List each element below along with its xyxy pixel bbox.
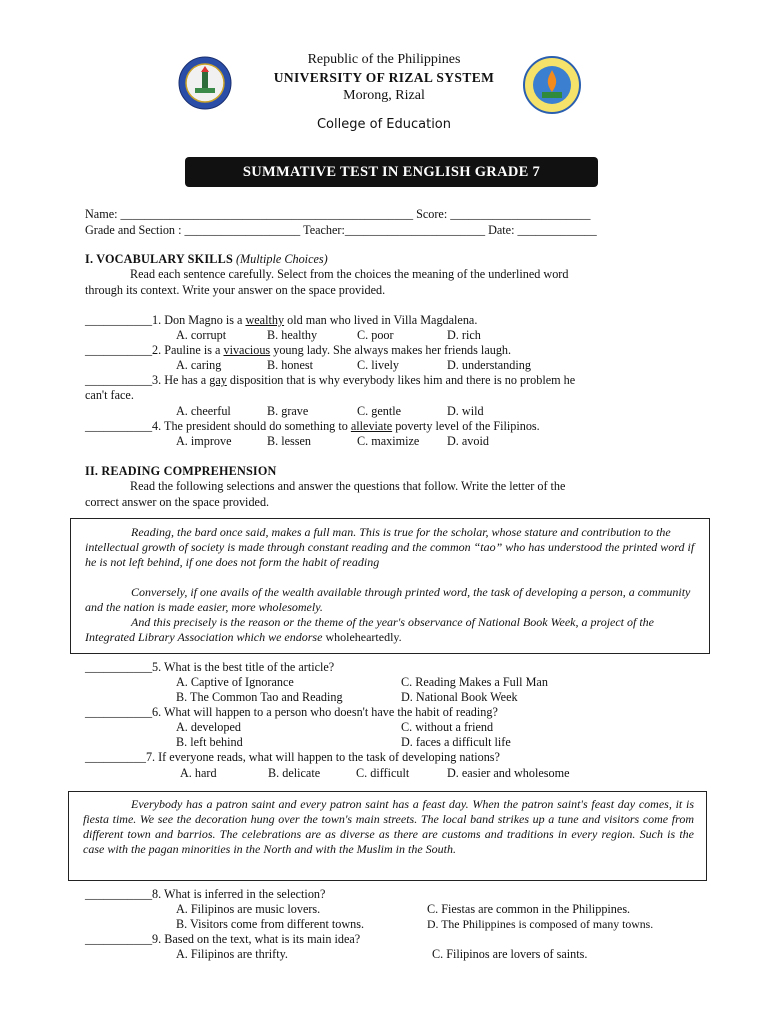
header-location: Morong, Rizal — [343, 88, 425, 103]
section-vocabulary-title: I. VOCABULARY SKILLS — [85, 252, 233, 266]
q3-underlined-word: gay — [209, 373, 227, 387]
q1-choice-c: C. poor — [357, 328, 394, 342]
name-score-field-row: Name: ________________________________________________ Score: _______________________ — [85, 207, 591, 221]
grade-teacher-date-field-row: Grade and Section : ___________________ Teacher:_______________________ Date: _____________ — [85, 223, 597, 237]
vocab-instruction-line2: through its context. Write your answer on the space provided. — [85, 283, 386, 297]
q4-choice-c: C. maximize — [357, 434, 420, 448]
reading-instruction-line2: correct answer on the space provided. — [85, 495, 270, 509]
q3-continuation: can't face. — [85, 388, 134, 402]
header-republic: Republic of the Philippines — [307, 52, 461, 67]
question-5: ___________5. What is the best title of the article? — [85, 660, 335, 674]
q7-choice-a: A. hard — [180, 766, 217, 780]
header-university: UNIVERSITY OF RIZAL SYSTEM — [273, 70, 495, 85]
reading-passage-1-box — [70, 518, 710, 654]
header-college: College of Education — [316, 117, 452, 132]
passage-2-paragraph-1: Everybody has a patron saint and every patron saint has a feast day. When the patron saint's feast day comes, it is fiesta time. We see the decoration hung over the town's main streets. The local band strikes up a tune and visitors come from different town and barrios. The celebrations are as diverse as there are customs and traditions in every region. Such is the case with the pagan minorities in the North and with the Muslim in the South. — [83, 797, 694, 856]
question-3 — [85, 373, 575, 388]
question-7: __________7. If everyone reads, what will happen to the task of developing nations? — [85, 750, 500, 764]
q3-pre: ___________3. He has a — [85, 373, 210, 387]
question-2 — [85, 343, 511, 358]
q6-choice-d: D. faces a difficult life — [401, 735, 511, 749]
q2-choice-d: D. understanding — [447, 358, 531, 372]
q8-choice-d: D. The Philippines is composed of many towns. — [427, 917, 654, 931]
q3-choice-b: B. grave — [267, 404, 309, 418]
q7-choice-b: B. delicate — [268, 766, 321, 780]
q8-choice-b: B. Visitors come from different towns. — [176, 917, 365, 931]
q1-choice-a: A. corrupt — [176, 328, 227, 342]
question-9: ___________9. Based on the text, what is its main idea? — [85, 932, 361, 946]
question-6: ___________6. What will happen to a person who doesn't have the habit of reading? — [85, 705, 498, 719]
q5-choice-a: A. Captive of Ignorance — [176, 675, 294, 689]
q8-choice-a: A. Filipinos are music lovers. — [176, 902, 321, 916]
reading-instruction-line1: Read the following selections and answer the questions that follow. Write the letter of the — [130, 479, 566, 493]
q4-choice-d: D. avoid — [447, 434, 489, 448]
passage-1-paragraph-1: Reading, the bard once said, makes a full man. This is true for the scholar, whose stature and contribution to the intellectual growth of society is made through constant reading and the common “tao” who has understood the printed word if he is not left behind, if one does not form the habit of reading — [85, 525, 695, 569]
passage-1-paragraph-3 — [85, 615, 697, 645]
q1-post: old man who lived in Villa Magdalena. — [284, 313, 478, 327]
q6-choice-b: B. left behind — [176, 735, 243, 749]
q5-choice-b: B. The Common Tao and Reading — [176, 690, 343, 704]
passage-1-paragraph-3-text: And this precisely is the reason or the theme of the year's observance of National Book Week, a project of the Integrated Library Association which we endorse — [85, 615, 655, 644]
q1-pre: ___________1. Don Magno is a — [85, 313, 246, 327]
section-vocabulary-heading — [85, 252, 328, 267]
q9-choice-a: A. Filipinos are thrifty. — [176, 947, 288, 961]
q4-underlined-word: alleviate — [350, 419, 393, 433]
q5-choice-d: D. National Book Week — [401, 690, 518, 704]
q7-choice-c: C. difficult — [356, 766, 410, 780]
vocab-instruction-line1: Read each sentence carefully. Select from the choices the meaning of the underlined word — [130, 267, 569, 281]
q3-choice-c: C. gentle — [357, 404, 402, 418]
q4-pre: ___________4. The president should do something to — [85, 419, 351, 433]
reading-passage-2-box — [68, 791, 707, 881]
question-4 — [85, 419, 540, 434]
q2-choice-b: B. honest — [267, 358, 314, 372]
section-reading-heading: II. READING COMPREHENSION — [85, 464, 277, 478]
test-title-banner: SUMMATIVE TEST IN ENGLISH GRADE 7 — [185, 157, 598, 187]
q2-underlined-word: vivacious — [223, 343, 271, 357]
q1-underlined-word: wealthy — [245, 313, 285, 327]
q2-pre: ___________2. Pauline is a — [85, 343, 224, 357]
passage-1-paragraph-3-end: wholeheartedly. — [322, 630, 402, 644]
q3-choice-a: A. cheerful — [176, 404, 231, 418]
q5-choice-c: C. Reading Makes a Full Man — [401, 675, 548, 689]
q2-choice-a: A. caring — [176, 358, 222, 372]
q4-choice-b: B. lessen — [267, 434, 312, 448]
q2-post: young lady. She always makes her friends laugh. — [270, 343, 512, 357]
q9-choice-c: C. Filipinos are lovers of saints. — [432, 947, 588, 961]
passage-1-paragraph-2: Conversely, if one avails of the wealth available through printed word, the task of developing a person, a community and the nation is made easier, more wholesomely. — [85, 585, 691, 614]
q6-choice-c: C. without a friend — [401, 720, 494, 734]
question-1 — [85, 313, 477, 328]
q1-choice-b: B. healthy — [267, 328, 318, 342]
q2-choice-c: C. lively — [357, 358, 399, 372]
q7-choice-d: D. easier and wholesome — [447, 766, 570, 780]
q4-choice-a: A. improve — [176, 434, 232, 448]
q6-choice-a: A. developed — [176, 720, 241, 734]
q8-choice-c: C. Fiestas are common in the Philippines. — [427, 902, 631, 916]
q4-post: poverty level of the Filipinos. — [392, 419, 540, 433]
section-vocabulary-subtitle: (Multiple Choices) — [235, 252, 328, 266]
q3-post: disposition that is why everybody likes him and there is no problem he — [226, 373, 576, 387]
q3-choice-d: D. wild — [447, 404, 484, 418]
question-8: ___________8. What is inferred in the selection? — [85, 887, 326, 901]
q1-choice-d: D. rich — [447, 328, 481, 342]
